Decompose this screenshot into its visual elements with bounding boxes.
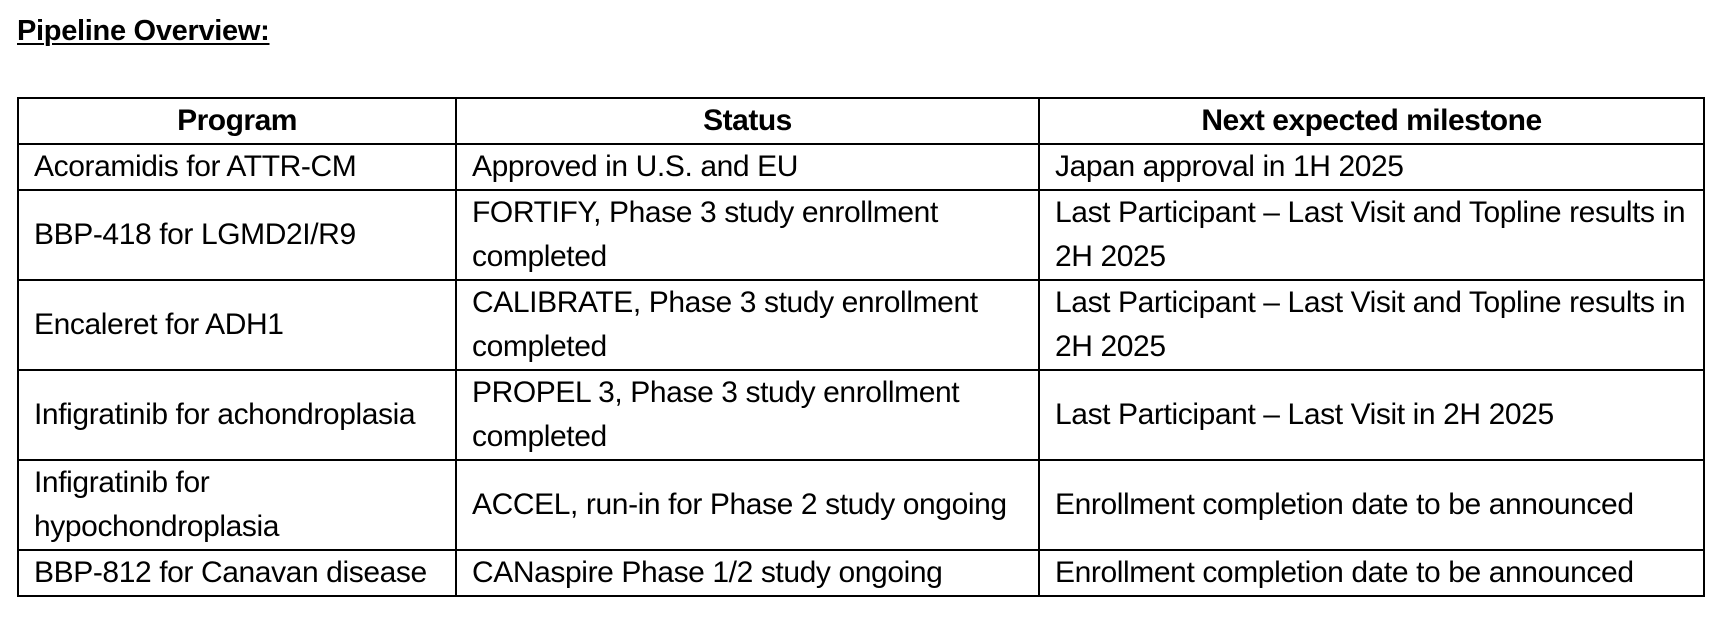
page-title: Pipeline Overview: [17, 15, 270, 47]
table-row [18, 550, 1704, 596]
milestone-cell: Enrollment completion date to be announced [1039, 550, 1704, 596]
milestone-cell: Last Participant – Last Visit in 2H 2025 [1039, 370, 1704, 460]
program-cell: Encaleret for ADH1 [18, 280, 456, 370]
milestone-cell: Enrollment completion date to be announced [1039, 460, 1704, 550]
status-cell: Approved in U.S. and EU [456, 144, 1039, 190]
table-header-row [18, 98, 1704, 144]
program-cell: BBP-812 for Canavan disease [18, 550, 456, 596]
column-header-status: Status [456, 98, 1039, 144]
status-cell: ACCEL, run-in for Phase 2 study ongoing [456, 460, 1039, 550]
table-row [18, 460, 1704, 550]
table-row [18, 370, 1704, 460]
milestone-cell: Last Participant – Last Visit and Topline results in 2H 2025 [1039, 190, 1704, 280]
column-header-program: Program [18, 98, 456, 144]
status-cell: CANaspire Phase 1/2 study ongoing [456, 550, 1039, 596]
table-row [18, 190, 1704, 280]
program-cell: BBP-418 for LGMD2I/R9 [18, 190, 456, 280]
column-header-milestone: Next expected milestone [1039, 98, 1704, 144]
status-cell: FORTIFY, Phase 3 study enrollment completed [456, 190, 1039, 280]
status-cell: CALIBRATE, Phase 3 study enrollment completed [456, 280, 1039, 370]
pipeline-table [17, 97, 1705, 597]
program-cell: Acoramidis for ATTR-CM [18, 144, 456, 190]
milestone-cell: Japan approval in 1H 2025 [1039, 144, 1704, 190]
milestone-cell: Last Participant – Last Visit and Topline results in 2H 2025 [1039, 280, 1704, 370]
status-cell: PROPEL 3, Phase 3 study enrollment completed [456, 370, 1039, 460]
table-row [18, 144, 1704, 190]
table-row [18, 280, 1704, 370]
program-cell: Infigratinib for hypochondroplasia [18, 460, 456, 550]
program-cell: Infigratinib for achondroplasia [18, 370, 456, 460]
